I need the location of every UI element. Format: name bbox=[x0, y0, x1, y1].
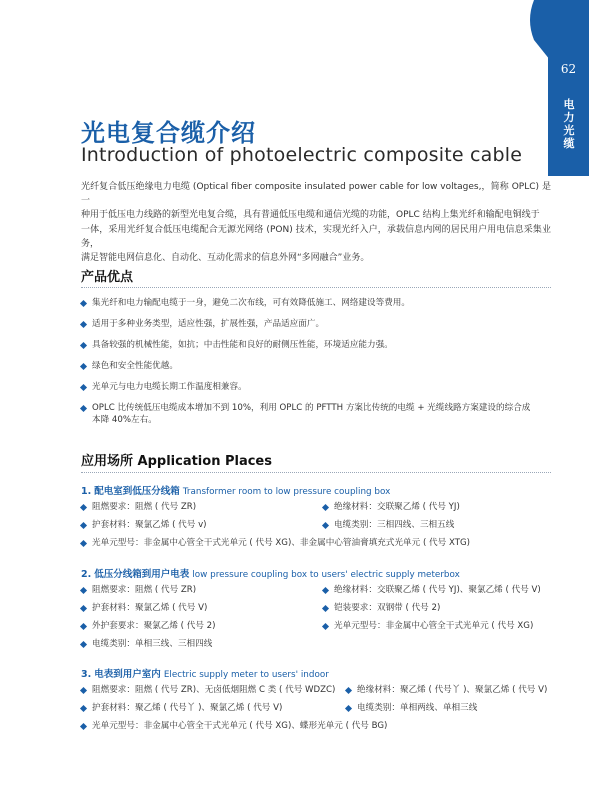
bullet-diamond-icon bbox=[322, 622, 329, 629]
bullet-diamond-icon bbox=[80, 686, 87, 693]
list-item: 绿色和安全性能优越。 bbox=[81, 361, 556, 373]
bullet-diamond-icon bbox=[322, 503, 329, 510]
bullet-diamond-icon bbox=[80, 539, 87, 546]
spec-item: 阻燃要求：阻燃 ( 代号 ZR) bbox=[81, 502, 196, 513]
advantages-divider bbox=[81, 287, 551, 288]
spec-item: 电缆类别：单相三线、三相四线 bbox=[81, 639, 212, 650]
bullet-diamond-icon bbox=[322, 586, 329, 593]
page-number: 62 bbox=[560, 62, 577, 76]
intro-line: 满足智能电网信息化、自动化、互动化需求的信息外网“多网融合”业务。 bbox=[81, 253, 370, 264]
tab-curve-decoration bbox=[526, 0, 550, 176]
spec-item: 电缆类别：三相四线、三相五线 bbox=[323, 520, 454, 531]
spec-item: 护套材料：聚氯乙烯 ( 代号 V) bbox=[81, 603, 207, 614]
bullet-diamond-icon bbox=[80, 722, 87, 729]
bullet-diamond-icon bbox=[80, 383, 87, 390]
spec-item: 护套材料：聚氯乙烯 ( 代号 v) bbox=[81, 520, 207, 531]
advantages-heading: 产品优点 bbox=[81, 270, 134, 285]
spec-item: 电缆类别：单相两线、单相三线 bbox=[346, 703, 477, 714]
spec-item: 外护套要求：聚氯乙烯 ( 代号 2) bbox=[81, 621, 216, 632]
bullet-diamond-icon bbox=[80, 604, 87, 611]
spec-item: 护套材料：聚乙烯 ( 代号丫 )、聚氯乙烯 ( 代号 V) bbox=[81, 703, 282, 714]
application-section-2-heading: 2. 低压分线箱到用户电表 low pressure coupling box to users' electric supply meterbox bbox=[81, 569, 460, 580]
page-title-cn: 光电复合缆介绍 bbox=[81, 119, 256, 147]
bullet-diamond-icon bbox=[80, 341, 87, 348]
bullet-diamond-icon bbox=[80, 704, 87, 711]
bullet-diamond-icon bbox=[80, 640, 87, 647]
bullet-diamond-icon bbox=[322, 604, 329, 611]
spec-item: 光单元型号：非金属中心管全干式光单元 ( 代号 XG)、非金属中心管油膏填充式光单元 ( 代号 XTG) bbox=[81, 538, 470, 549]
list-item: 光单元与电力电缆长期工作温度相兼容。 bbox=[81, 382, 556, 394]
bullet-diamond-icon bbox=[80, 404, 87, 411]
bullet-diamond-icon bbox=[345, 704, 352, 711]
list-item-continuation: 本降 40%左右。 bbox=[92, 414, 157, 425]
list-item: 适用于多种业务类型，适应性强，扩展性强，产品适应面广。 bbox=[81, 319, 556, 331]
spec-item: 阻燃要求：阻燃 ( 代号 ZR) bbox=[81, 585, 196, 596]
list-item: OPLC 比传统低压电缆成本增加不到 10%，利用 OPLC 的 PFTTH 方案比传统的电缆 + 光缆线路方案建设的综合成 bbox=[81, 403, 556, 415]
spec-item: 阻燃要求：阻燃 ( 代号 ZR)、无卤低烟阻燃 C 类 ( 代号 WDZC) bbox=[81, 685, 335, 696]
bullet-diamond-icon bbox=[80, 586, 87, 593]
bullet-diamond-icon bbox=[80, 362, 87, 369]
side-tab-label: 电力光缆 bbox=[563, 98, 575, 150]
list-item: 集光纤和电力输配电缆于一身，避免二次布线，可有效降低施工、网络建设等费用。 bbox=[81, 298, 556, 310]
applications-heading: 应用场所 Application Places bbox=[81, 454, 272, 469]
application-section-3-heading: 3. 电表到用户室内 Electric supply meter to users' indoor bbox=[81, 669, 329, 680]
bullet-diamond-icon bbox=[345, 686, 352, 693]
bullet-diamond-icon bbox=[80, 503, 87, 510]
spec-item: 绝缘材料：交联聚乙烯 ( 代号 YJ) bbox=[323, 502, 460, 513]
intro-paragraph bbox=[81, 180, 551, 265]
intro-line: 种用于低压电力线路的新型光电复合缆，具有普通低压电缆和通信光缆的功能，OPLC 结构上集光纤和输配电铜线于 bbox=[81, 210, 540, 221]
applications-divider bbox=[81, 472, 551, 473]
spec-item: 光单元型号：非金属中心管全干式光单元 ( 代号 XG)、蝶形光单元 ( 代号 BG) bbox=[81, 721, 387, 732]
bullet-diamond-icon bbox=[80, 521, 87, 528]
page-title-en: Introduction of photoelectric composite cable bbox=[81, 144, 523, 166]
spec-item: 绝缘材料：交联聚乙烯 ( 代号 YJ)、聚氯乙烯 ( 代号 V) bbox=[323, 585, 541, 596]
bullet-diamond-icon bbox=[322, 521, 329, 528]
spec-item: 绝缘材料：聚乙烯 ( 代号丫 )、聚氯乙烯 ( 代号 V) bbox=[346, 685, 547, 696]
bullet-diamond-icon bbox=[80, 320, 87, 327]
list-item: 具备较强的机械性能，如抗；中击性能和良好的耐侧压性能，环境适应能力强。 bbox=[81, 340, 556, 352]
advantages-list bbox=[81, 298, 556, 426]
spec-item: 光单元型号：非金属中心管全干式光单元 ( 代号 XG) bbox=[323, 621, 533, 632]
intro-line: 光纤复合低压绝缘电力电缆 (Optical fiber composite insulated power cable for low voltages,，简称 OPLC) 是一 bbox=[81, 182, 551, 207]
intro-line: 一体，采用光纤复合低压电缆配合无源光网络 (PON) 技术，实现光纤入户，承载信息内网的居民用户用电信息采集业务， bbox=[81, 224, 551, 249]
bullet-diamond-icon bbox=[80, 622, 87, 629]
spec-item: 铠装要求：双钢带 ( 代号 2) bbox=[323, 603, 440, 614]
bullet-diamond-icon bbox=[80, 299, 87, 306]
application-section-1-heading: 1. 配电室到低压分线箱 Transformer room to low pressure coupling box bbox=[81, 486, 391, 497]
